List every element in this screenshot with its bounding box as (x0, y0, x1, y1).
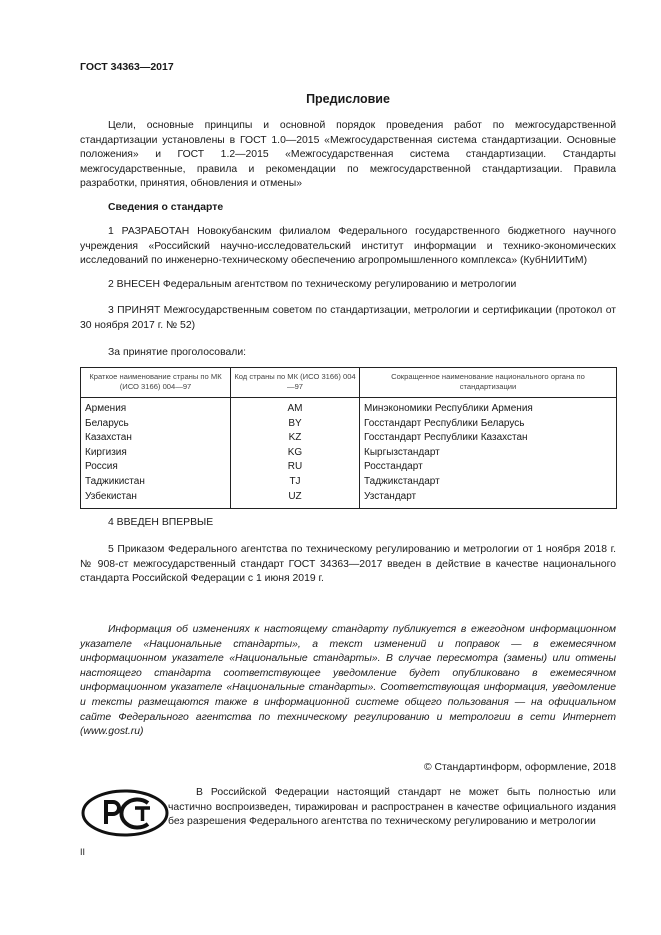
reproduction-notice: В Российской Федерации настоящий стандарт не может быть полностью или частично воспроизведен, тиражирован и распространен в качестве официального издания без разрешения Федерального агентства по техническому регулированию и метрологии (168, 787, 616, 828)
cell-code: KZ (231, 431, 360, 446)
table-row (81, 446, 617, 461)
cell-body: Таджикстандарт (364, 475, 440, 487)
cell-country: Таджикистан (81, 475, 231, 490)
cell-code: BY (231, 417, 360, 432)
cell-country: Россия (81, 460, 231, 475)
page-number: II (80, 847, 86, 857)
cell-body: Росстандарт (364, 461, 423, 473)
cell-code: KG (231, 446, 360, 461)
intro-paragraph: Цели, основные принципы и основной порядок проведения работ по межгосударственной стандартизации установлены в ГОСТ 1.0—2015 «Межгосударственная система стандартизации. Основные положения» и ГОСТ 1.2—2015 «Межгосударственная система стандартизации. Стандарты межгосударственные, правила и рекомендации по межгосударственной стандартизации. Правила разработки, принятия, обновления и отмены» (80, 120, 616, 190)
item-3: 3 ПРИНЯТ Межгосударственным советом по стандартизации, метрологии и сертификации (протокол от 30 ноября 2017 г. № 52) (80, 305, 616, 331)
item-4: 4 ВВЕДЕН ВПЕРВЫЕ (108, 517, 214, 528)
rst-logo (80, 788, 170, 838)
voting-table (80, 367, 617, 509)
col-header-country: Краткое наименование страны по МК (ИСО 3166) 004—97 (81, 368, 231, 398)
table-row (81, 417, 617, 432)
table-header-row (81, 368, 617, 398)
cell-code: TJ (231, 475, 360, 490)
cell-country: Узбекистан (81, 490, 231, 509)
table-row (81, 431, 617, 446)
table-row (81, 460, 617, 475)
cell-body: Минэкономики Республики Армения (364, 403, 533, 414)
info-heading: Сведения о стандарте (108, 202, 224, 213)
cell-body: Кыргызстандарт (364, 446, 440, 458)
item-5: 5 Приказом Федерального агентства по техническому регулированию и метрологии от 1 ноября 2018 г. № 908-ст межгосударственный стандарт ГОСТ 34363—2017 введен в действие в качестве национального стандарта Российской Федерации с 1 июня 2019 г. (80, 544, 616, 585)
cell-country: Беларусь (81, 417, 231, 432)
voted-label: За принятие проголосовали: (108, 347, 247, 358)
item-2: 2 ВНЕСЕН Федеральным агентством по техническому регулированию и метрологии (108, 279, 517, 290)
table-row (81, 475, 617, 490)
col-header-body: Сокращенное наименование национального органа по стандартизации (360, 368, 617, 398)
page-title: Предисловие (306, 92, 390, 106)
cell-country: Казахстан (81, 431, 231, 446)
changes-notice: Информация об изменениях к настоящему стандарту публикуется в ежегодном информационном указателе «Национальные стандарты», а текст изменений и поправок — в ежемесячном информационном указателе «Национальные стандарты». В случае пересмотра (замены) или отмены настоящего стандарта соответствующее уведомление будет опубликовано в ежемесячном информационном указателе «Национальные стандарты». Соответствующая информация, уведомление и тексты размещаются также в информационной системе общего пользования — на официальном сайте Федерального агентства по техническому регулированию и метрологии в сети Интернет (www.gost.ru) (80, 624, 616, 738)
cell-body: Узстандарт (364, 490, 417, 502)
table-row (81, 490, 617, 509)
cell-code: RU (231, 460, 360, 475)
document-id: ГОСТ 34363—2017 (80, 61, 174, 73)
cell-body: Госстандарт Республики Казахстан (364, 432, 528, 444)
table-row (81, 398, 617, 417)
cell-code: UZ (231, 490, 360, 509)
cell-code: AM (231, 398, 360, 417)
col-header-code: Код страны по МК (ИСО 3166) 004—97 (231, 368, 360, 398)
cell-country: Киргизия (81, 446, 231, 461)
cell-country: Армения (81, 398, 231, 417)
copyright: © Стандартинформ, оформление, 2018 (423, 762, 616, 773)
item-1: 1 РАЗРАБОТАН Новокубанским филиалом Федерального государственного бюджетного научного учреждения «Российский научно-исследовательский институт информации и технико-экономических исследований по инженерно-техническому обеспечению агропромышленного комплекса» (КубНИИТиМ) (80, 226, 616, 267)
cell-body: Госстандарт Республики Беларусь (364, 417, 525, 429)
